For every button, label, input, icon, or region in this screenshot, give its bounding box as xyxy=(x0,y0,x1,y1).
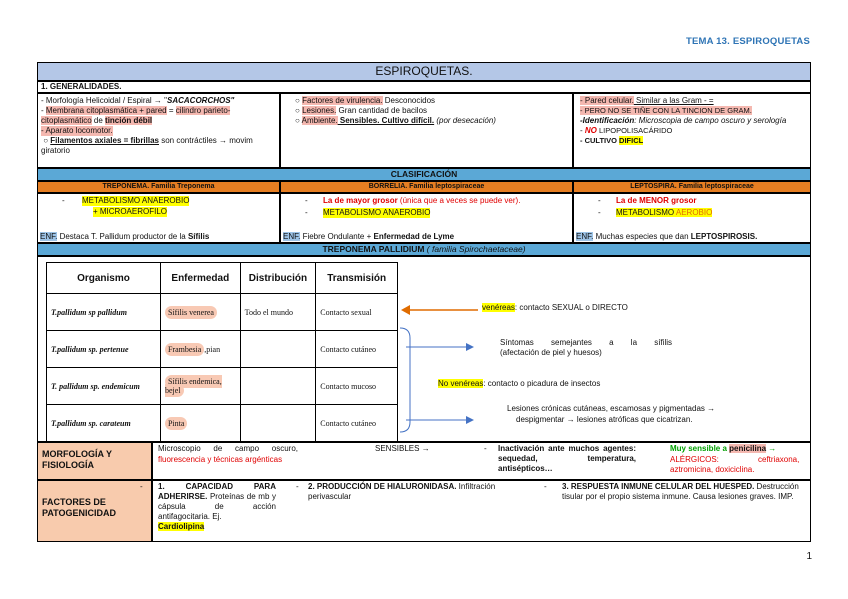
table-row: T.pallidum sp. pertenue Frambesia ,pian Contacto cutáneo xyxy=(47,331,398,368)
tema-header: TEMA 13. ESPIROQUETAS xyxy=(685,36,810,47)
page-number: 1 xyxy=(806,551,812,562)
note-lesiones2: despigmentar → lesiones atróficas que cicatrizan. xyxy=(516,415,693,424)
pallidum-heading: TREPONEMA PALLIDIUM ( familia Spirochaetaceae) xyxy=(37,243,811,256)
col-distribucion: Distribución xyxy=(240,263,316,294)
generalidades-heading: 1. GENERALIDADES. xyxy=(37,81,811,93)
leptospira-header: LEPTOSPIRA. Familia leptospiraceae xyxy=(573,181,811,193)
morfologia-fluor: fluorescencia y técnicas argénticas xyxy=(158,455,283,464)
table-row: T.pallidum sp pallidum Sífilis venerea Todo el mundo Contacto sexual xyxy=(47,294,398,331)
factores-c3: 3. RESPUESTA INMUNE CELULAR DEL HUESPED. Destrucción tisular por el propio sistema inmune. Causa lesiones graves. IMP. xyxy=(562,482,799,501)
col-enfermedad: Enfermedad xyxy=(160,263,240,294)
treponema-body: - METABOLISMO ANAEROBIO + MICROAEROFILO ENF. Destaca T. Pallidum productor de la Sífilis xyxy=(37,193,280,243)
arrow-venereas-icon xyxy=(400,303,480,317)
factores-c2: 2. PRODUCCIÓN DE HIALURONIDASA. Infiltración perivascular xyxy=(308,482,496,501)
leptospira-body: - La de MENOR grosor - METABOLISMO AEROBIO ENF. Muchas especies que dan LEPTOSPIROSIS. xyxy=(573,193,811,243)
note-novenereas: No venéreas: contacto o picadura de insectos xyxy=(438,379,601,388)
title-bar xyxy=(37,62,811,81)
morfologia-micro: Microscopio de campo oscuro, xyxy=(158,444,298,453)
col-transmision: Transmisión xyxy=(316,263,398,294)
borrelia-header: BORRELIA. Familia leptospiraceae xyxy=(280,181,573,193)
note-sintomas2: (afectación de piel y huesos) xyxy=(500,348,602,357)
factores-dash2: - xyxy=(296,482,299,491)
borrelia-body: - La de mayor grosor (única que a veces se puede ver). - METABOLISMO ANAEROBIO ENF. Fiebre Ondulante + Enfermedad de Lyme xyxy=(280,193,573,243)
col-organismo: Organismo xyxy=(47,263,161,294)
morfologia-muy: Muy sensible a penicilina → xyxy=(670,444,777,453)
morfologia-label: MORFOLOGÍA Y FISIOLOGÍA xyxy=(37,442,152,480)
generalidades-col3: - Pared celular. Similar a las Gram - = - PERO NO SE TIÑE CON LA TINCION DE GRAM. -Identificación: Microscopia de campo oscuro y serología - NO LIPOPOLISACÁRIDO - CULTIVO DIFICL xyxy=(573,93,811,168)
page-title: ESPIROQUETAS. xyxy=(375,64,473,78)
morfologia-alergicos: ALÉRGICOS: xyxy=(670,455,719,464)
generalidades-col1: - Morfología Helicoidal / Espiral → "SACACORCHOS" - Membrana citoplasmática + pared = cilindro parieto-citoplasmático de tinción débil - Aparato locomotor. ○ Filamentos axiales = fibrillas son contráctiles → movim giratorio xyxy=(37,93,280,168)
note-sintomas: Síntomas semejantes a la sífilis xyxy=(500,338,672,347)
morfologia-sensibles: SENSIBLES → xyxy=(375,444,430,453)
generalidades-col2: ○ Factores de virulencia. Desconocidos ○ Lesiones. Gran cantidad de bacilos ○ Ambiente. Sensibles. Cultivo difícil. (por desecación) xyxy=(280,93,573,168)
note-venereas: venéreas: contacto SEXUAL o DIRECTO xyxy=(482,303,628,312)
clasificacion-heading: CLASIFICACIÓN xyxy=(37,168,811,181)
table-row: T. pallidum sp. endemicum Sífilis endemica, bejel Contacto mucoso xyxy=(47,368,398,405)
morfologia-alt: ceftriaxona, aztromicina, doxiciclina. xyxy=(670,455,800,474)
table-header-row xyxy=(47,263,398,294)
pallidum-table xyxy=(46,262,398,442)
arrow-sintomas-icon xyxy=(404,340,476,354)
treponema-header: TREPONEMA. Familia Treponema xyxy=(37,181,280,193)
factores-dash3: - xyxy=(544,482,547,491)
factores-label: FACTORES DE PATOGENICIDAD xyxy=(37,480,152,542)
morfologia-dash: - xyxy=(484,444,487,453)
morfologia-inact: Inactivación ante muchos agentes: sequedad, temperatura, antisépticos… xyxy=(498,444,636,473)
table-row: T.pallidum sp. carateum Pinta Contacto cutáneo xyxy=(47,405,398,442)
factores-dash1: - xyxy=(140,482,143,491)
note-lesiones: Lesiones crónicas cutáneas, escamosas y pigmentadas → xyxy=(507,404,716,413)
factores-c1: 1. CAPACIDAD PARA ADHERIRSE. Proteínas de mb y cápsula de acción antifagocitaria. Ej. Cardiolipina xyxy=(158,482,276,531)
arrow-lesiones-icon xyxy=(404,413,476,427)
